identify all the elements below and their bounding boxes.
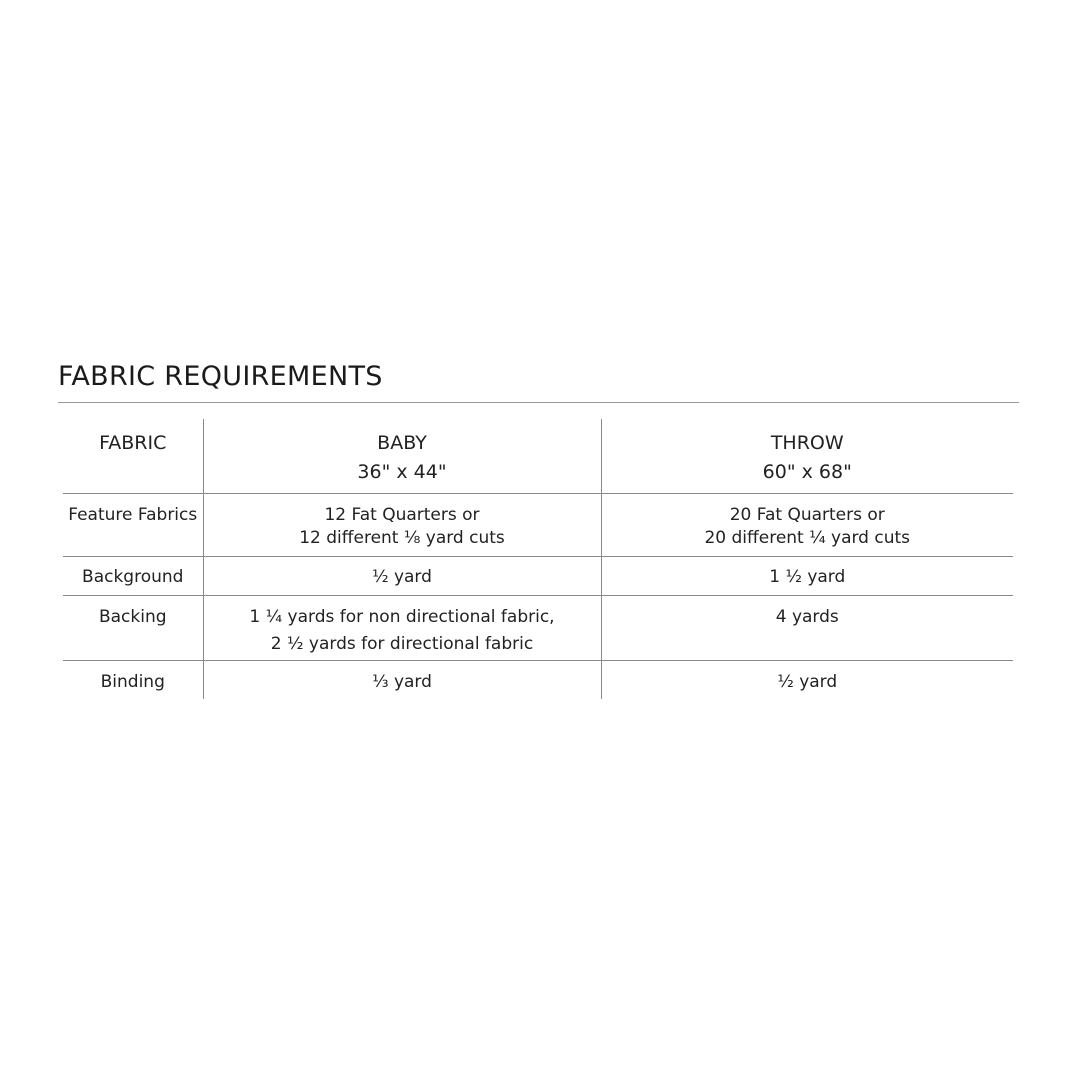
baby-amount-line: ½ yard: [372, 566, 432, 587]
throw-amount-line: 1 ½ yard: [769, 566, 846, 587]
cell-baby: [203, 493, 601, 556]
header-baby-name: BABY: [377, 432, 427, 454]
header-baby: [203, 419, 601, 493]
header-throw-name: THROW: [770, 432, 844, 454]
header-fabric-label: FABRIC: [99, 432, 167, 454]
baby-amount-line: 12 Fat Quarters or: [324, 504, 480, 525]
throw-amount-line: 20 different ¼ yard cuts: [704, 527, 911, 548]
cell-throw: [601, 493, 1013, 556]
table-row: [63, 493, 1013, 556]
throw-amount-line: ½ yard: [777, 671, 838, 692]
fabric-name: Background: [82, 566, 184, 587]
cell-baby: [203, 595, 601, 660]
baby-amount-line: 12 different ⅛ yard cuts: [299, 527, 505, 548]
cell-throw: [601, 556, 1013, 595]
cell-baby: [203, 660, 601, 699]
cell-throw: [601, 660, 1013, 699]
fabric-name: Feature Fabrics: [68, 504, 198, 525]
fabric-name: Binding: [100, 671, 165, 692]
fabric-requirements-table: [63, 419, 1013, 699]
header-baby-size: 36" x 44": [357, 461, 447, 483]
section-title: FABRIC REQUIREMENTS: [58, 361, 383, 392]
table-row: [63, 595, 1013, 660]
table-row: [63, 556, 1013, 595]
cell-fabric: [63, 660, 203, 699]
cell-throw: [601, 595, 1013, 660]
header-fabric: [63, 419, 203, 493]
throw-amount-line: 4 yards: [775, 606, 839, 627]
cell-fabric: [63, 493, 203, 556]
table-header-row: [63, 419, 1013, 493]
header-throw: [601, 419, 1013, 493]
baby-amount-line: 2 ½ yards for directional fabric: [270, 633, 534, 654]
title-divider: [58, 402, 1019, 403]
header-throw-size: 60" x 68": [762, 461, 852, 483]
throw-amount-line: 20 Fat Quarters or: [729, 504, 885, 525]
cell-fabric: [63, 556, 203, 595]
cell-baby: [203, 556, 601, 595]
baby-amount-line: ⅓ yard: [372, 671, 432, 692]
baby-amount-line: 1 ¼ yards for non directional fabric,: [249, 606, 555, 627]
fabric-name: Backing: [98, 606, 167, 627]
table-row: [63, 660, 1013, 699]
cell-fabric: [63, 595, 203, 660]
